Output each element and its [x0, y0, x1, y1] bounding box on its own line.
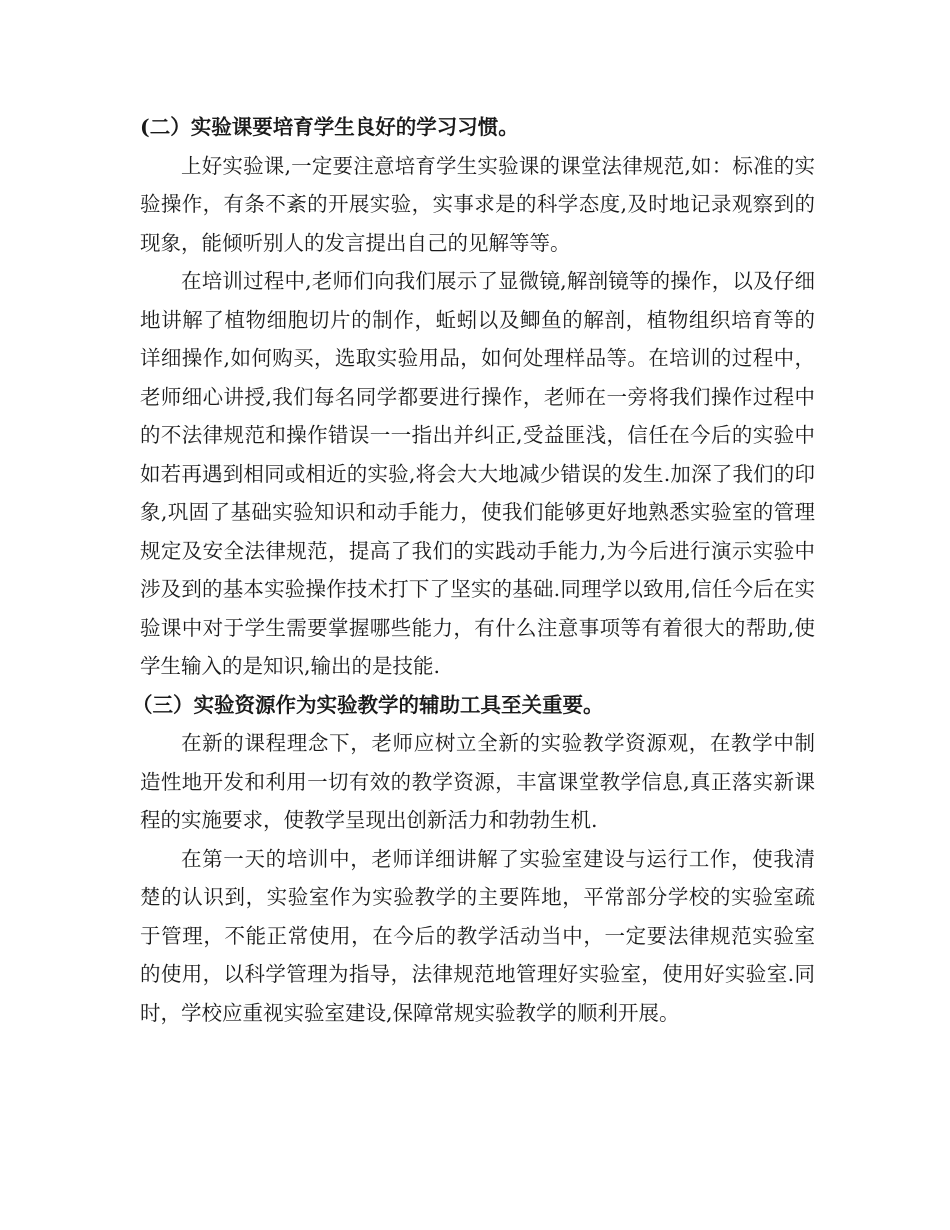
section-heading: （三）实验资源作为实验教学的辅助工具至关重要。: [132, 692, 604, 717]
paragraph: 在新的课程理念下，老师应树立全新的实验教学资源观，在教学中制造性地开发和利用一切有效的教学资源，丰富课堂教学信息,真正落实新课程的实施要求，使教学呈现出创新活力和勃勃生机.: [140, 731, 815, 832]
document-page: [132, 108, 815, 1032]
section-heading: (二）实验课要培育学生良好的学习习惯。: [140, 115, 519, 139]
section-2: [140, 108, 815, 686]
paragraph: 上好实验课,一定要注意培育学生实验课的课堂法律规范,如：标准的实验操作，有条不紊的开展实验，实事求是的科学态度,及时地记录观察到的现象，能倾听别人的发言提出自己的见解等等。: [140, 153, 815, 255]
section-3: [132, 686, 815, 1033]
paragraph: 在培训过程中,老师们向我们展示了显微镜,解剖镜等的操作，以及仔细地讲解了植物细胞切片的制作，蚯蚓以及鲫鱼的解剖，植物组织培育等的详细操作,如何购买，选取实验用品，如何处理样品等。在培训的过程中，老师细心讲授,我们每名同学都要进行操作，老师在一旁将我们操作过程中的不法律规范和操作错误一一指出并纠正,受益匪浅，信任在今后的实验中如若再遇到相同或相近的实验,将会大大地减少错误的发生.加深了我们的印象,巩固了基础实验知识和动手能力，使我们能够更好地熟悉实验室的管理规定及安全法律规范，提高了我们的实践动手能力,为今后进行演示实验中涉及到的基本实验操作技术打下了坚实的基础.同理学以致用,信任今后在实验课中对于学生需要掌握哪些能力，有什么注意事项等有着很大的帮助,使学生输入的是知识,输出的是技能.: [140, 269, 815, 678]
paragraph: 在第一天的培训中，老师详细讲解了实验室建设与运行工作，使我清楚的认识到，实验室作为实验教学的主要阵地，平常部分学校的实验室疏于管理，不能正常使用，在今后的教学活动当中，一定要法律规范实验室的使用，以科学管理为指导，法律规范地管理好实验室，使用好实验室.同时，学校应重视实验室建设,保障常规实验教学的顺利开展。: [140, 846, 815, 1025]
